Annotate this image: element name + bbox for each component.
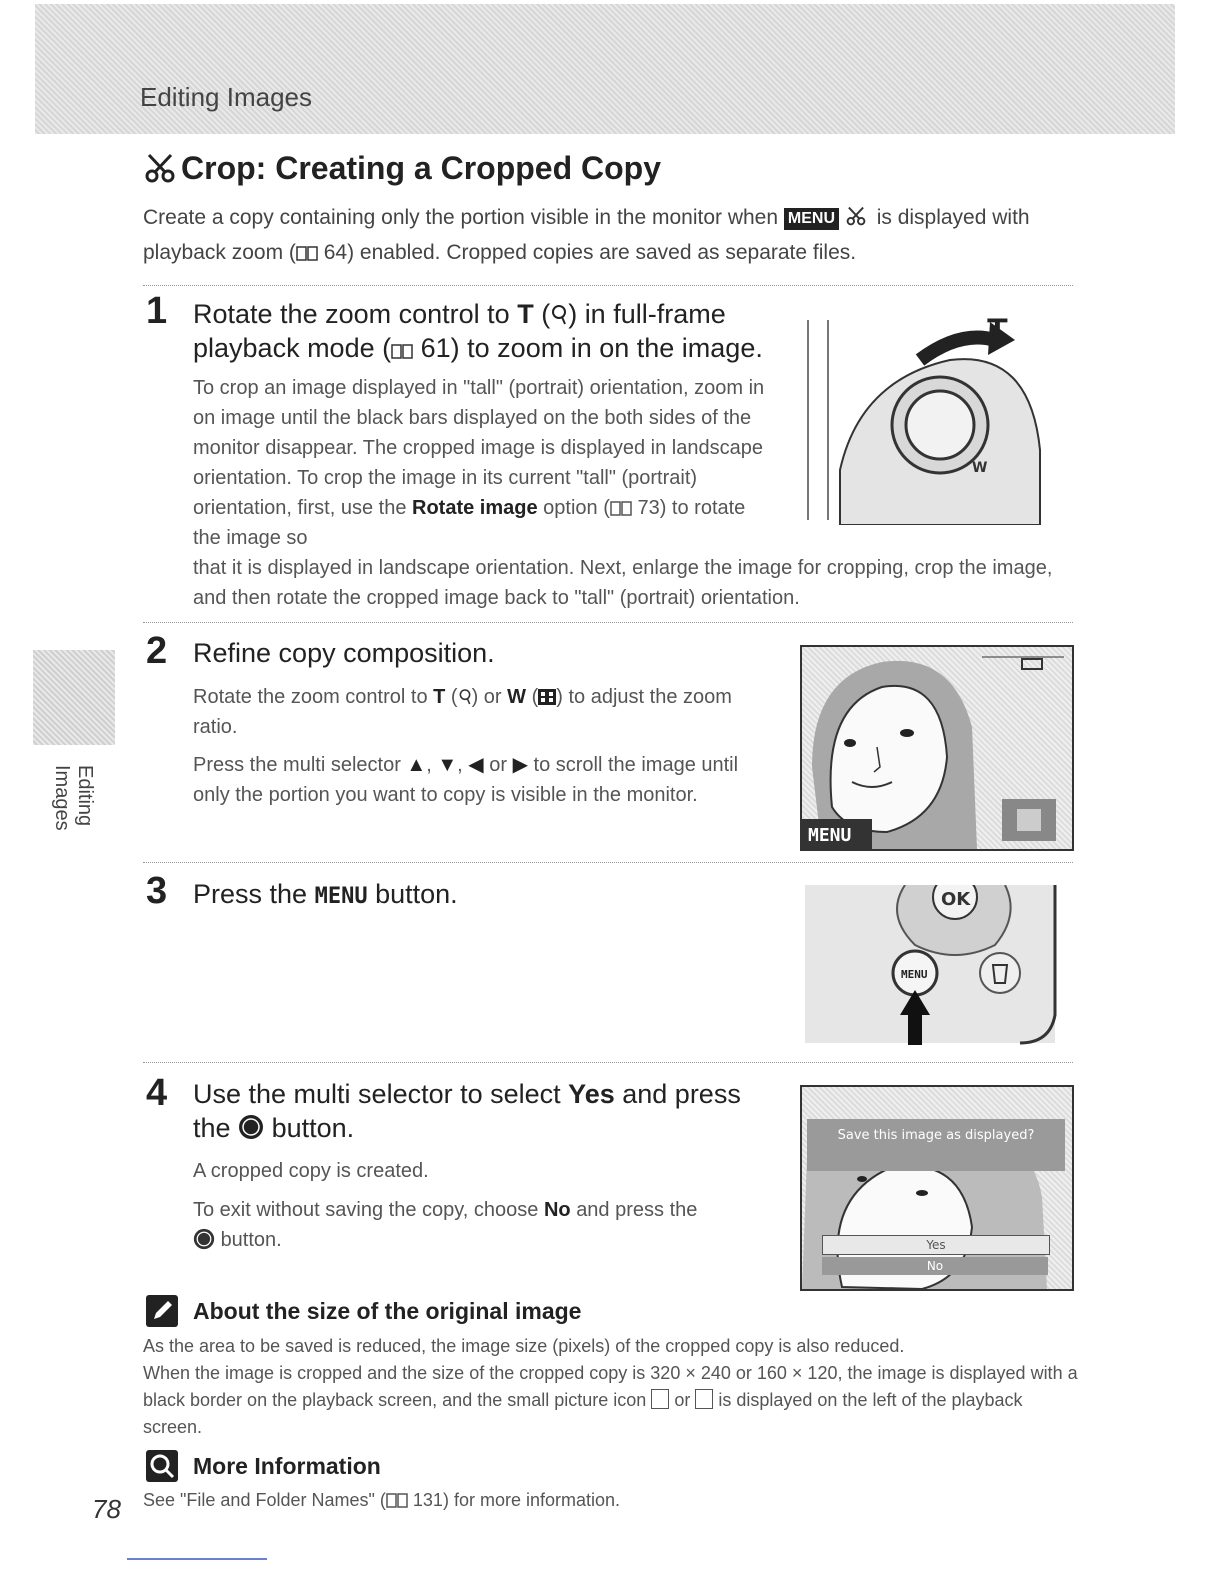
- step-body-continued: that it is displayed in landscape orientation. Next, enlarge the image for cropping, crop the image, and then rotate the cropped image back to "tall" (portrait) orientation.: [193, 557, 1053, 609]
- note-title: About the size of the original image: [193, 1298, 582, 1324]
- intro-page-ref[interactable]: 64: [323, 241, 348, 264]
- menu-button-label: MENU: [901, 968, 928, 981]
- step-body: Press the multi selector ▲, ▼, ◀ or ▶ to scroll the image until only the portion you want to copy is visible in the monitor.: [193, 754, 739, 806]
- step-title-text: Rotate the zoom control to: [193, 299, 510, 329]
- menu-badge: MENU: [784, 208, 839, 230]
- intro-text-1: Create a copy containing only the portion visible in the monitor when: [143, 206, 779, 229]
- note-text: is displayed on the left of the playback screen.: [143, 1390, 1023, 1437]
- right-arrow-icon: ▶: [512, 754, 528, 776]
- step-body-text: to scroll the image until only the portion you want to copy is visible in the monitor.: [193, 754, 739, 806]
- step-title: [193, 1077, 783, 1145]
- dialog-no-option[interactable]: No: [822, 1257, 1048, 1275]
- step-title-text: button.: [271, 1113, 355, 1143]
- magnifier-info-icon: [146, 1450, 178, 1482]
- note-text: When the image is cropped and the size of the cropped copy is 320 × 240 or 160 × 120, the image is displayed with a black border on the playback screen, and the small picture icon: [143, 1363, 1078, 1410]
- step-body-text: and press the: [576, 1199, 698, 1221]
- step-number: 3: [146, 870, 168, 912]
- left-arrow-icon: ◀: [468, 754, 484, 776]
- small-picture-icon: [695, 1389, 713, 1409]
- step-body-text: Rotate the zoom control to: [193, 686, 428, 708]
- note-title: More Information: [193, 1453, 381, 1479]
- intro-paragraph: [143, 200, 1083, 270]
- monitor-crop-preview: [800, 645, 1074, 851]
- ok-button-label: OK: [941, 889, 971, 910]
- menu-button-symbol: MENU: [314, 884, 368, 909]
- small-picture-icon: [651, 1389, 669, 1409]
- step-body-text: option (: [543, 497, 610, 519]
- portrait-illustration: [802, 647, 1072, 849]
- step-body: [193, 373, 768, 553]
- zoom-in-icon: [550, 304, 568, 326]
- side-tab-label: Editing Images: [51, 765, 96, 831]
- step-body-text: or: [483, 686, 502, 708]
- camera-top-illustration: [800, 300, 1060, 525]
- intro-text-2: is displayed with playback zoom (: [143, 206, 1030, 264]
- divider: [143, 622, 1073, 623]
- ok-button-icon: [193, 1228, 215, 1250]
- note-body: [143, 1333, 1083, 1441]
- note-text: As the area to be saved is reduced, the image size (pixels) of the cropped copy is also reduced.: [143, 1336, 905, 1356]
- step-title-text: in full-frame playback mode (: [193, 299, 726, 363]
- chapter-title: Editing Images: [140, 82, 312, 112]
- tele-label: T: [987, 312, 1008, 350]
- note-page-ref[interactable]: 131: [412, 1490, 443, 1510]
- step-page-ref[interactable]: 73: [637, 497, 660, 519]
- ok-button-icon: [238, 1114, 264, 1140]
- dial-wide-label: W: [972, 460, 988, 476]
- pencil-note-icon: [146, 1295, 178, 1327]
- step-title-text: and press: [622, 1079, 741, 1109]
- dialog-prompt: Save this image as displayed?: [807, 1119, 1065, 1171]
- header-band: [35, 4, 1175, 134]
- dialog-yes-option[interactable]: Yes: [822, 1235, 1050, 1255]
- book-reference-icon: [391, 343, 413, 359]
- step-page-ref[interactable]: 61: [420, 333, 451, 363]
- step-title-text: Use the multi selector to select: [193, 1079, 561, 1109]
- scissors-icon: [143, 151, 177, 185]
- down-arrow-icon: ▼: [437, 754, 458, 776]
- step-body: Rotate the zoom control to T ( ) or W ( ) to adjust the zoom ratio.: [193, 686, 732, 738]
- step-number: 1: [146, 290, 168, 332]
- step-body-text: Press the multi selector: [193, 754, 401, 776]
- book-reference-icon: [610, 500, 632, 516]
- scissors-icon: [845, 205, 867, 227]
- step-body-text: or: [489, 754, 508, 776]
- bold-term: Yes: [568, 1079, 615, 1109]
- step-body-text: to adjust the zoom ratio.: [193, 686, 732, 738]
- crop-confirm-dialog-preview: [800, 1085, 1074, 1291]
- zoom-control-illustration: [800, 300, 1060, 525]
- camera-buttons-drawing: [805, 885, 1065, 1045]
- bottom-rule: [127, 1558, 267, 1560]
- step-body: [193, 1195, 773, 1255]
- step-body-text: To crop an image displayed in "tall" (portrait) orientation, zoom in on image until the black bars displayed on the both sides of the monitor disappear. The cropped image is displayed in landscape orientation. To crop the image in its current "tall" (portrait) orientation, first, use the: [193, 377, 765, 519]
- menu-crop-badge: MENU: [808, 825, 852, 846]
- side-thumb-tab: [33, 650, 115, 745]
- step-title-text: ) to zoom in on the image.: [450, 333, 763, 363]
- step-body-text: To exit without saving the copy, choose: [193, 1199, 539, 1221]
- bold-term: No: [543, 1199, 571, 1221]
- step-body: A cropped copy is created.: [193, 1160, 429, 1182]
- zoom-in-icon: [458, 688, 472, 706]
- camera-back-illustration: [805, 885, 1065, 1045]
- step-body-text: button.: [220, 1229, 282, 1251]
- page-number: 78: [92, 1494, 121, 1524]
- tele-symbol: T: [433, 686, 446, 708]
- note-body: [143, 1487, 1083, 1514]
- step-number: 2: [146, 630, 168, 672]
- step-title: Rotate the zoom control to T ( ) in full-frame playback mode ( 61) to zoom in on the image.: [193, 299, 763, 363]
- book-reference-icon: [296, 245, 318, 261]
- step-title-text: the: [193, 1113, 231, 1143]
- divider: [143, 862, 1073, 863]
- step-body-text: ) to rotate the image so: [193, 497, 746, 549]
- step-title: [193, 877, 458, 914]
- bold-term: Rotate image: [412, 497, 538, 519]
- step-title-text: button.: [375, 879, 458, 909]
- book-reference-icon: [386, 1492, 408, 1508]
- divider: [143, 1062, 1073, 1063]
- note-text: ) for more information.: [442, 1490, 621, 1510]
- wide-symbol: W: [507, 686, 527, 708]
- step-title: Refine copy composition.: [193, 638, 495, 668]
- step-title-text: Press the: [193, 879, 308, 909]
- thumbnail-icon: [538, 689, 556, 705]
- page-title-text: Crop: Creating a Cropped Copy: [181, 150, 662, 186]
- divider: [143, 285, 1073, 286]
- note-text: See "File and Folder Names" (: [143, 1490, 386, 1510]
- up-arrow-icon: ▲: [406, 754, 427, 776]
- page-title: [143, 150, 661, 187]
- tele-symbol: T: [517, 299, 534, 329]
- note-text: or: [674, 1390, 691, 1410]
- intro-text-3: ) enabled. Cropped copies are saved as separate files.: [347, 241, 857, 264]
- step-number: 4: [146, 1072, 168, 1114]
